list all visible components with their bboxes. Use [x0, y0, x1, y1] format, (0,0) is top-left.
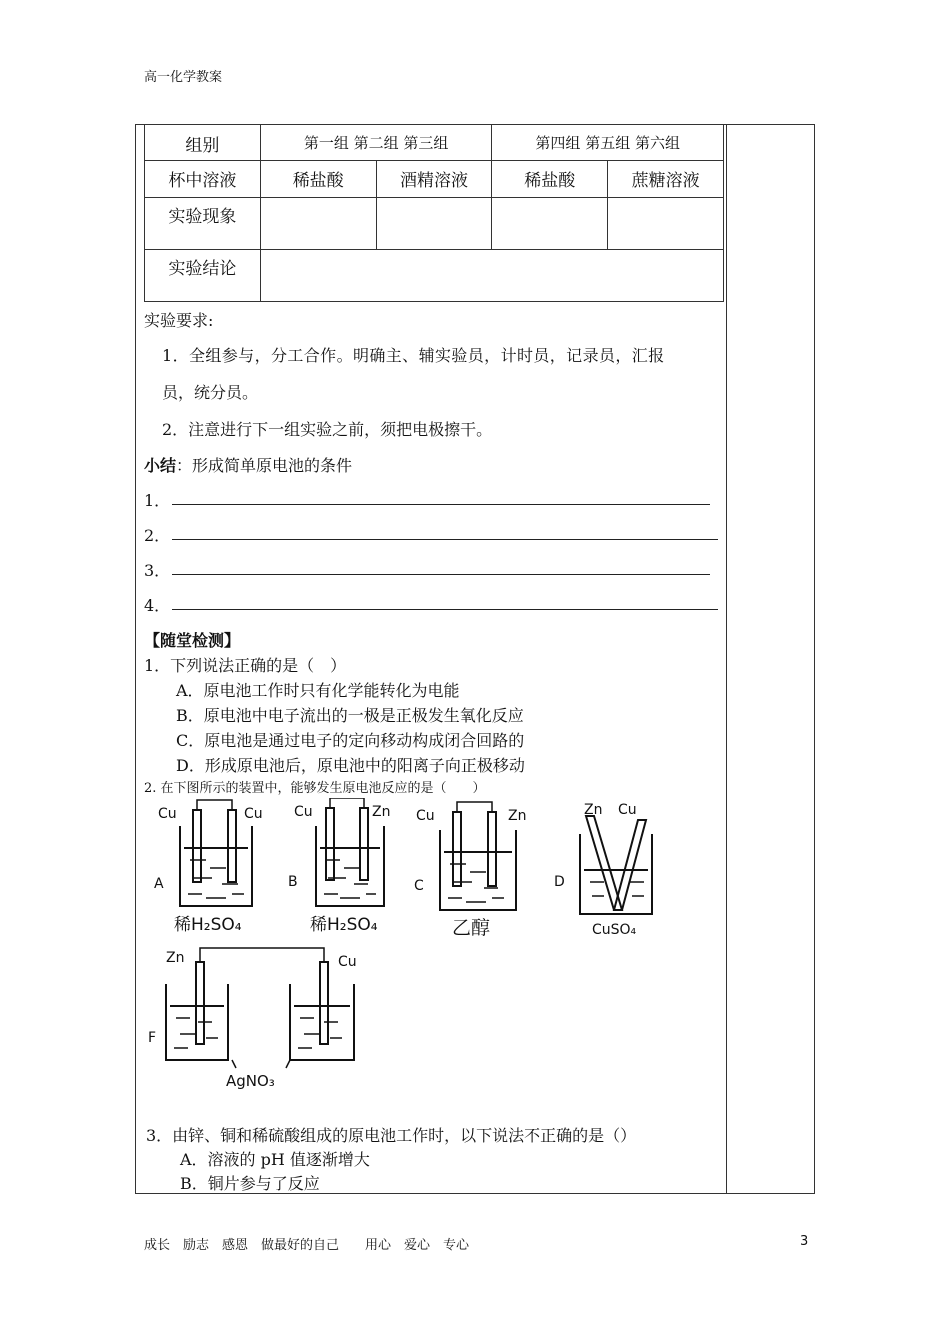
experiment-table — [144, 124, 724, 302]
notes-column-divider — [726, 124, 727, 1194]
wire-f — [200, 948, 324, 962]
electrode-f-right — [320, 962, 328, 1044]
page-footer: 成长 励志 感恩 做最好的自己 用心 爱心 专心 — [144, 1238, 470, 1253]
solution-b: 稀H₂SO₄ — [310, 915, 378, 935]
question-2: 2. 在下图所示的装置中，能够发生原电池反应的是（ ） — [144, 781, 486, 796]
apparatus-a — [154, 800, 263, 935]
apparatus-c — [414, 802, 526, 939]
apparatus-f — [148, 948, 357, 1090]
solution-cell-3: 稀盐酸 — [492, 161, 608, 198]
summary-number-1: 1． — [144, 491, 171, 510]
electrode-c-right — [488, 812, 496, 886]
summary-title-rest: ：形成简单原电池的条件 — [176, 456, 353, 475]
summary-title-bold: 小结 — [144, 456, 177, 475]
label-a-right: Cu — [244, 806, 263, 822]
label-b-right: Zn — [372, 804, 391, 820]
row-label-phenomenon: 实验现象 — [145, 198, 261, 250]
question-3: 3．由锌、铜和稀硫酸组成的原电池工作时，以下说法不正确的是（） — [146, 1126, 637, 1145]
electrode-a-left — [193, 810, 201, 882]
summary-blank-4[interactable] — [172, 609, 718, 610]
row-label-group: 组别 — [145, 125, 261, 161]
row-label-solution: 杯中溶液 — [145, 161, 261, 198]
solution-c: 乙醇 — [452, 917, 491, 939]
electrode-b-right — [360, 808, 368, 880]
label-f-right: Cu — [338, 954, 357, 970]
question-3-option-b: B．铜片参与了反应 — [180, 1174, 320, 1193]
summary-number-3: 3． — [144, 561, 171, 580]
solution-cell-1: 稀盐酸 — [260, 161, 376, 198]
summary-title — [144, 453, 352, 476]
solution-f: AgNO₃ — [226, 1072, 275, 1090]
galvanic-cell-diagram — [140, 798, 680, 1098]
apparatus-d — [554, 802, 652, 938]
page-header: 高一化学教案 — [144, 70, 223, 85]
summary-blank-3[interactable] — [172, 574, 710, 575]
question-1-option-d: D．形成原电池后，原电池中的阳离子向正极移动 — [176, 756, 525, 775]
label-a-left: Cu — [158, 806, 177, 822]
requirement-1-line1: 1．全组参与，分工合作。明确主、辅实验员，计时员，记录员，汇报 — [162, 346, 665, 365]
letter-a: A — [154, 876, 164, 892]
letter-d: D — [554, 874, 565, 890]
question-1: 1．下列说法正确的是（ ） — [144, 656, 347, 675]
conclusion-cell — [260, 250, 723, 302]
letter-f: F — [148, 1030, 157, 1046]
requirement-2: 2．注意进行下一组实验之前，须把电极擦干。 — [162, 420, 493, 439]
summary-blank-1[interactable] — [172, 504, 710, 505]
solution-cell-2: 酒精溶液 — [376, 161, 492, 198]
letter-b: B — [288, 874, 298, 890]
electrode-a-right — [228, 810, 236, 882]
label-b-left: Cu — [294, 804, 313, 820]
letter-c: C — [414, 878, 424, 894]
phenomenon-cell-1 — [260, 198, 376, 250]
electrode-c-left — [453, 812, 461, 886]
requirement-1-line2: 员，统分员。 — [162, 383, 259, 402]
requirements-title: 实验要求: — [144, 311, 214, 330]
question-3-option-a: A．溶液的 pH 值逐渐增大 — [180, 1150, 370, 1169]
solution-a: 稀H₂SO₄ — [174, 915, 242, 935]
phenomenon-cell-3 — [492, 198, 608, 250]
solution-cell-4: 蔗糖溶液 — [608, 161, 724, 198]
summary-blank-2[interactable] — [172, 539, 718, 540]
row-label-conclusion: 实验结论 — [145, 250, 261, 302]
electrode-f-left — [196, 962, 204, 1044]
summary-number-2: 2． — [144, 526, 171, 545]
apparatus-b — [288, 798, 390, 935]
phenomenon-cell-2 — [376, 198, 492, 250]
label-c-left: Cu — [416, 808, 435, 824]
label-c-right: Zn — [508, 808, 527, 824]
question-1-option-b: B．原电池中电子流出的一极是正极发生氧化反应 — [176, 706, 524, 725]
electrode-b-left — [326, 808, 334, 880]
groups-1-3: 第一组 第二组 第三组 — [260, 125, 492, 161]
solution-d: CuSO₄ — [592, 922, 637, 938]
groups-4-6: 第四组 第五组 第六组 — [492, 125, 724, 161]
label-f-left: Zn — [166, 950, 185, 966]
phenomenon-cell-4 — [608, 198, 724, 250]
question-1-option-a: A．原电池工作时只有化学能转化为电能 — [176, 681, 460, 700]
summary-number-4: 4． — [144, 596, 171, 615]
label-d-left: Zn — [584, 802, 603, 818]
page-number: 3 — [800, 1234, 809, 1249]
question-1-option-c: C．原电池是通过电子的定向移动构成闭合回路的 — [176, 731, 525, 750]
quiz-title: 【随堂检测】 — [144, 631, 241, 650]
label-d-right: Cu — [618, 802, 637, 818]
